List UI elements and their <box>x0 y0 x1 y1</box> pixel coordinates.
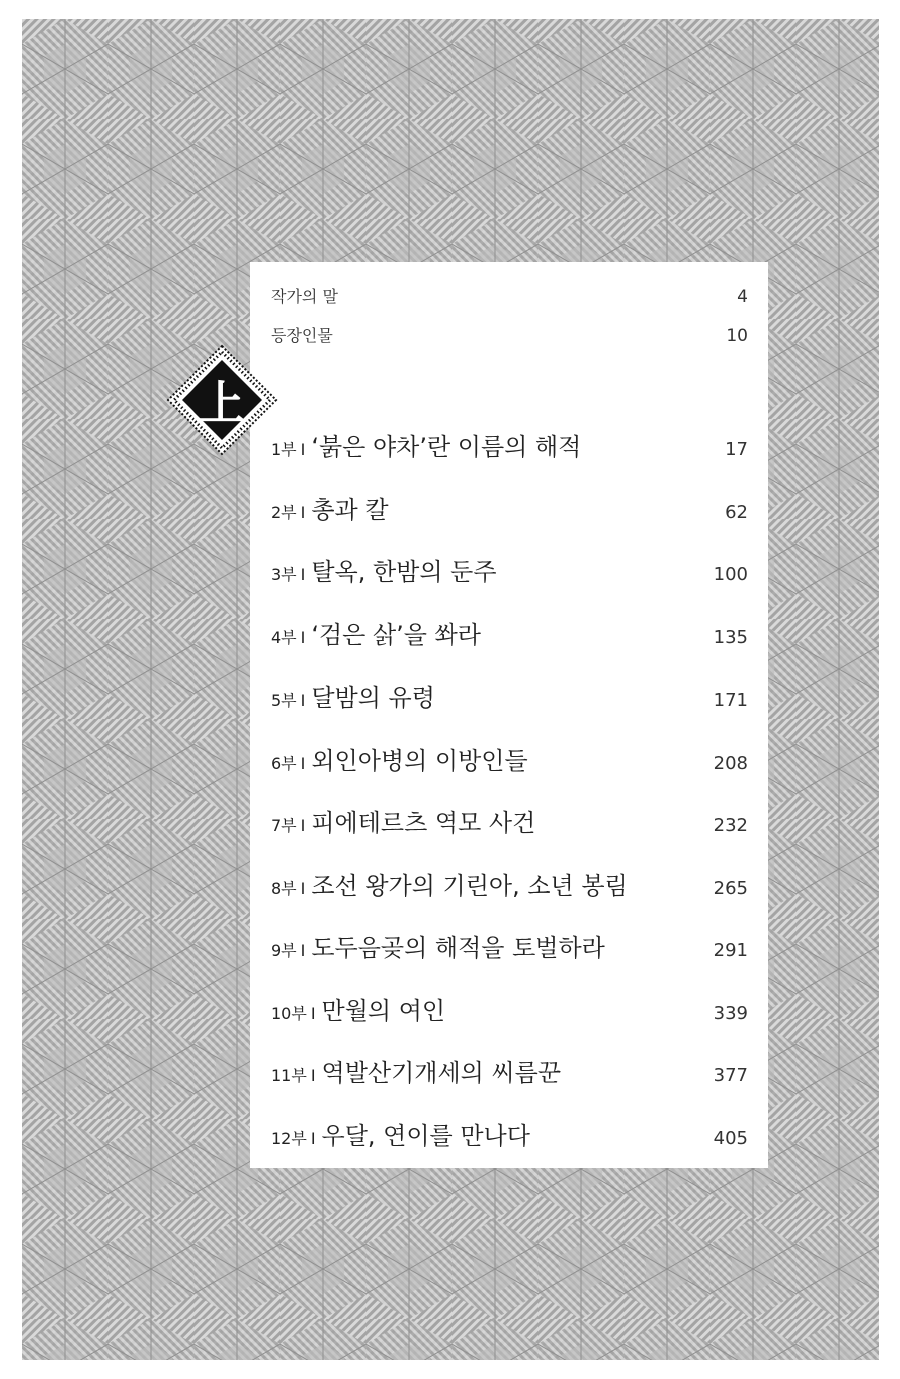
part-label: 6부 <box>271 754 297 773</box>
toc-entry-chapter-3[interactable] <box>271 552 748 587</box>
chapter-title: 외인아병의 이방인들 <box>311 747 528 775</box>
part-label: 7부 <box>271 816 297 835</box>
entry-page: 232 <box>713 815 748 836</box>
chapter-title: 도두음곶의 해적을 토벌하라 <box>311 934 605 962</box>
entry-title: 작가의 말 <box>271 287 338 306</box>
separator: I <box>300 879 306 898</box>
entry-page: 405 <box>713 1128 748 1149</box>
entry-page: 339 <box>713 1003 748 1024</box>
separator: I <box>300 503 306 522</box>
chapter-title: 총과 칼 <box>311 496 389 524</box>
part-label: 12부 <box>271 1129 307 1148</box>
volume-badge <box>166 344 278 456</box>
chapter-title: 만월의 여인 <box>321 997 446 1025</box>
chapter-title: 피에테르츠 역모 사건 <box>311 809 536 837</box>
part-label: 1부 <box>271 440 297 459</box>
chapter-title: ‘붉은 야차’란 이름의 해적 <box>311 433 582 461</box>
toc-entry-chapter-5[interactable] <box>271 678 748 713</box>
separator: I <box>310 1066 316 1085</box>
entry-page: 10 <box>726 326 748 346</box>
separator: I <box>300 628 306 647</box>
entry-page: 135 <box>713 627 748 648</box>
part-label: 5부 <box>271 691 297 710</box>
part-label: 4부 <box>271 628 297 647</box>
separator: I <box>300 440 306 459</box>
entry-page: 291 <box>713 940 748 961</box>
toc-entry-chapter-2[interactable] <box>271 490 748 525</box>
part-label: 11부 <box>271 1066 307 1085</box>
toc-entry-chapter-4[interactable] <box>271 615 748 650</box>
toc-entry-chapter-6[interactable] <box>271 741 748 776</box>
chapter-title: 조선 왕가의 기린아, 소년 봉림 <box>311 872 628 900</box>
separator: I <box>300 565 306 584</box>
entry-page: 208 <box>713 753 748 774</box>
chapter-title: 탈옥, 한밤의 둔주 <box>311 558 497 586</box>
toc-entry-chapter-7[interactable] <box>271 803 748 838</box>
toc-entry-front-characters[interactable] <box>271 323 748 346</box>
toc-panel <box>250 262 768 1168</box>
toc-entry-chapter-12[interactable] <box>271 1116 748 1151</box>
entry-page: 62 <box>725 502 748 523</box>
toc-entry-chapter-9[interactable] <box>271 928 748 963</box>
entry-page: 171 <box>713 690 748 711</box>
toc-entry-front-author[interactable] <box>271 284 748 307</box>
separator: I <box>310 1004 316 1023</box>
entry-page: 265 <box>713 878 748 899</box>
part-label: 9부 <box>271 941 297 960</box>
chapter-title: 역발산기개세의 씨름꾼 <box>321 1059 562 1087</box>
toc-entry-chapter-11[interactable] <box>271 1053 748 1088</box>
chapter-title: 우달, 연이를 만나다 <box>321 1122 530 1150</box>
chapter-title: 달밤의 유령 <box>311 684 435 712</box>
separator: I <box>300 941 306 960</box>
separator: I <box>300 816 306 835</box>
toc-entry-chapter-10[interactable] <box>271 991 748 1026</box>
volume-mark: 上 <box>199 376 245 430</box>
entry-title: 등장인물 <box>271 326 333 345</box>
toc-entry-chapter-1[interactable] <box>271 427 748 462</box>
part-label: 8부 <box>271 879 297 898</box>
entry-page: 4 <box>737 287 748 307</box>
separator: I <box>300 691 306 710</box>
entry-page: 17 <box>725 439 748 460</box>
toc-entry-chapter-8[interactable] <box>271 866 748 901</box>
part-label: 2부 <box>271 503 297 522</box>
separator: I <box>310 1129 316 1148</box>
chapter-title: ‘검은 삵’을 쏴라 <box>311 621 481 649</box>
part-label: 3부 <box>271 565 297 584</box>
entry-page: 377 <box>713 1065 748 1086</box>
entry-page: 100 <box>713 564 748 585</box>
part-label: 10부 <box>271 1004 307 1023</box>
separator: I <box>300 754 306 773</box>
